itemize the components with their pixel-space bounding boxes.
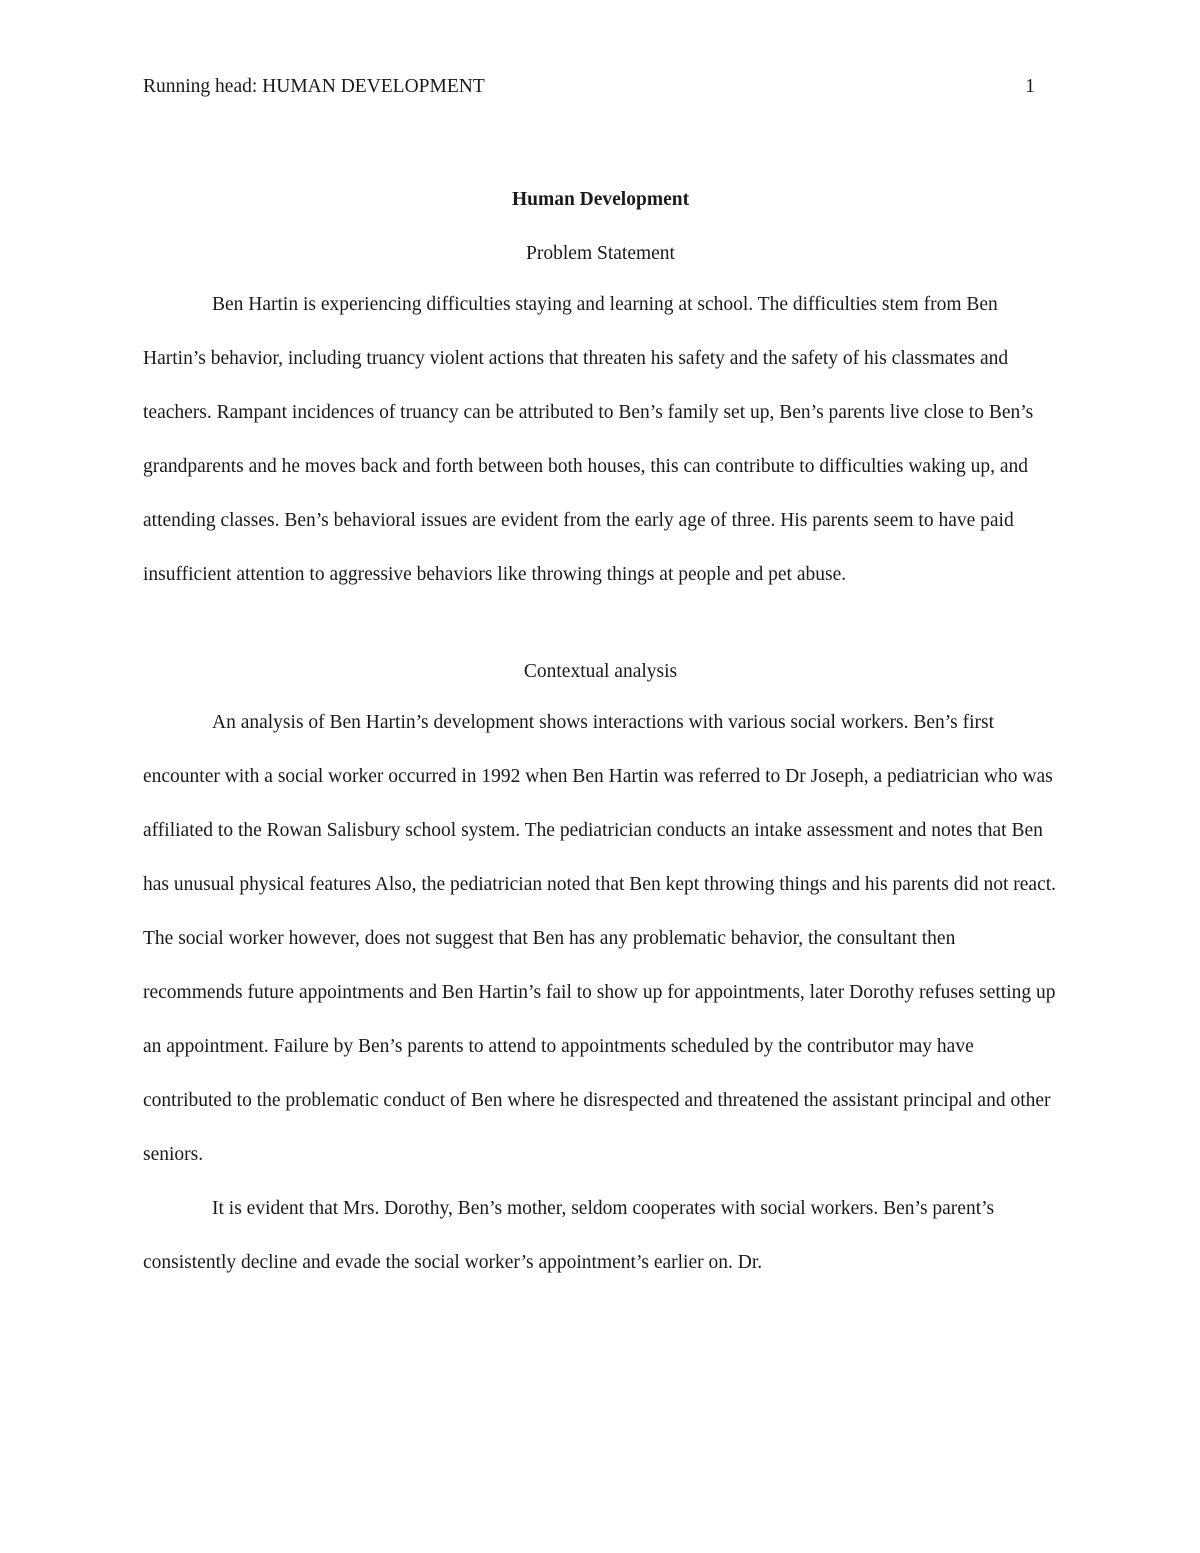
- paragraph-contextual-analysis-1: An analysis of Ben Hartin’s development shows interactions with various social workers. Ben’s first encounter with a social worker occurred in 1992 when Ben Hartin was referred to Dr Joseph, a pediatrician who was affiliated to the Rowan Salisbury school system. The pediatrician conducts an intake assessment and notes that Ben has unusual physical features Also, the pediatrician noted that Ben kept throwing things and his parents did not react. The social worker however, does not suggest that Ben has any problematic behavior, the consultant then recommends future appointments and Ben Hartin’s fail to show up for appointments, later Dorothy refuses setting up an appointment. Failure by Ben’s parents to attend to appointments scheduled by the contributor may have contributed to the problematic conduct of Ben where he disrespected and threatened the assistant principal and other seniors.: [143, 712, 1057, 1165]
- paragraph-contextual-analysis-2: It is evident that Mrs. Dorothy, Ben’s mother, seldom cooperates with social workers. Ben’s parent’s consistently decline and evade the social worker’s appointment’s earlier on. Dr.: [143, 1198, 995, 1273]
- section-heading-problem-statement: Problem Statement: [526, 243, 675, 264]
- paragraph-problem-statement: Ben Hartin is experiencing difficulties staying and learning at school. The difficulties stem from Ben Hartin’s behavior, including truancy violent actions that threaten his safety and the safety of his classmates and teachers. Rampant incidences of truancy can be attributed to Ben’s family set up, Ben’s parents live close to Ben’s grandparents and he moves back and forth between both houses, this can contribute to difficulties waking up, and attending classes. Ben’s behavioral issues are evident from the early age of three. His parents seem to have paid insufficient attention to aggressive behaviors like throwing things at people and pet abuse.: [143, 294, 1034, 585]
- page-header: [143, 72, 1035, 102]
- document-title: Human Development: [511, 189, 690, 210]
- running-head: Running head: HUMAN DEVELOPMENT: [143, 76, 485, 97]
- section-heading-contextual-analysis: Contextual analysis: [523, 661, 678, 682]
- document-body: [143, 184, 1058, 1290]
- page-number: 1: [1025, 76, 1035, 97]
